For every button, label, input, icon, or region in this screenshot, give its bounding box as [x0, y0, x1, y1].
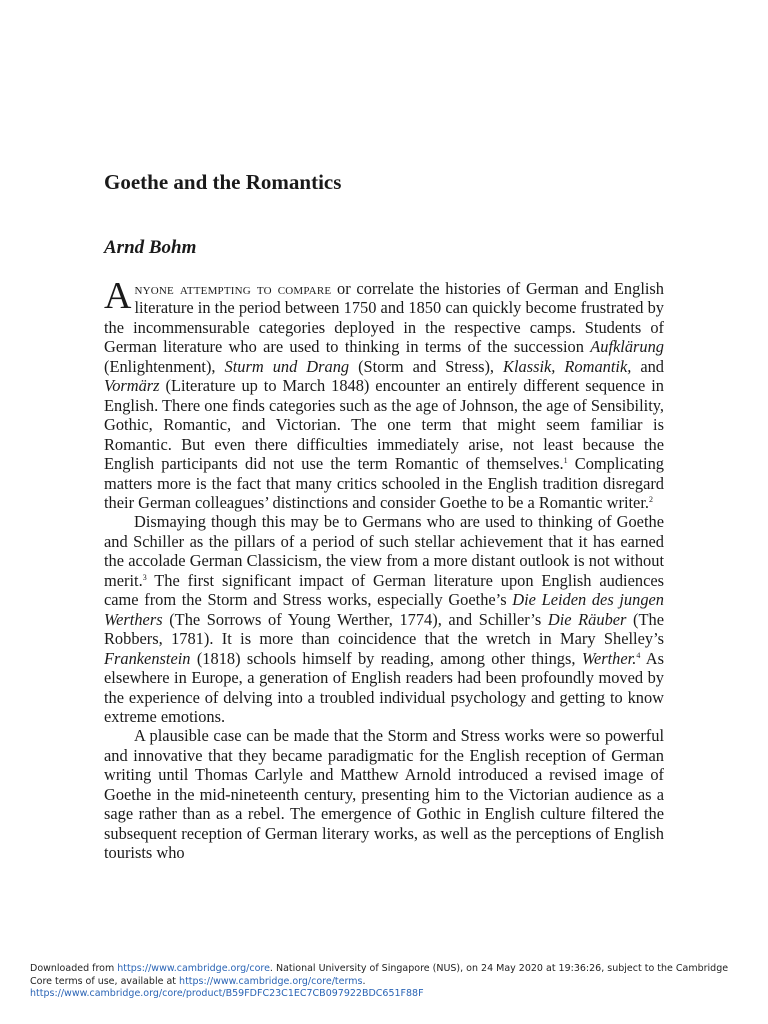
text-run: (The Robbers, 1781). It is more than coincidence that the wretch in Mary Shelley’s	[104, 609, 664, 649]
text-run: The first significant impact of German literature upon English audiences came from the Storm and Stress works, especially Goethe’s	[104, 570, 664, 610]
article-body	[104, 275, 665, 863]
footnote-ref-4[interactable]: 4	[636, 650, 641, 660]
footer-text: Downloaded from	[30, 963, 118, 974]
paragraph-2	[104, 512, 664, 726]
text-run: (The Sorrows of Young Werther, 1774), and Schiller’s	[162, 609, 548, 629]
text-run: (Literature up to March 1848) encounter an entirely different sequence in English. There one finds categories such as the age of Johnson, the age of Sensibility, Gothic, Romantic, and Victorian. The one term that might seem familiar is Romantic. But even there difficulties immediately arise, not least because the English participants did not use the term Romantic of themselves.	[104, 376, 664, 474]
text-run: and	[631, 356, 664, 376]
italic-term: Sturm und Drang	[224, 356, 350, 376]
italic-term: Vormärz	[104, 376, 160, 396]
footer-text: . National University of Singapore (NUS), on 24 May 2020 at 19:36:26, subject to the Cambridge Core terms of use, available at	[30, 963, 729, 987]
drop-cap: A	[104, 275, 132, 317]
product-link[interactable]: https://www.cambridge.org/core/product/B59FDFC23C1EC7CB097922BDC651F88F	[30, 988, 424, 999]
footnote-ref-1[interactable]: 1	[563, 456, 568, 466]
footnote-ref-2[interactable]: 2	[648, 494, 653, 504]
italic-title: Die Leiden des jungen Werthers	[104, 590, 664, 629]
author-name: Arnd Bohm	[104, 237, 197, 258]
text-run: (Storm and Stress),	[349, 356, 504, 376]
italic-title: Die Räuber	[547, 609, 627, 629]
paragraph-3	[104, 726, 664, 862]
paragraph-1	[104, 275, 665, 512]
text-run: Complicating matters more is the fact that many critics schooled in the English tradition disregard their German colleagues’ distinctions and consider Goethe to be a Romantic writer.	[104, 454, 665, 512]
lead-in: nyone attempting to compare	[134, 279, 332, 298]
cambridge-core-link[interactable]: https://www.cambridge.org/core	[117, 963, 270, 974]
italic-title: Frankenstein	[104, 648, 191, 668]
text-run: A plausible case can be made that the Storm and Stress works were so powerful and innovative that they became paradigmatic for the English reception of German writing until Thomas Carlyle and Matthew Arnold introduced a revised image of Goethe in the mid-nineteenth century, presenting him to the Victorian audience as a sage rather than as a rebel. The emergence of Gothic in English culture filtered the subsequent reception of German literary works, as well as the perceptions of English tourists who	[104, 726, 664, 863]
article-title: Goethe and the Romantics	[104, 170, 342, 194]
italic-title: Werther.	[581, 648, 637, 668]
italic-term: Aufklärung	[590, 337, 664, 357]
terms-link[interactable]: https://www.cambridge.org/core/terms	[179, 975, 363, 987]
text-run: Dismaying though this may be to Germans who are used to thinking of Goethe and Schiller as the pillars of a period of such stellar achievement that it has earned the accolade German Classicism, the view from a more distant outlook is not without merit.	[104, 512, 664, 590]
text-run: (1818) schools himself by reading, among other things,	[190, 648, 582, 668]
download-footer	[30, 963, 730, 1001]
text-run: As elsewhere in Europe, a generation of English readers had been profoundly moved by the experience of delving into a troubled individual psychology and getting to know extreme emotions.	[104, 648, 664, 726]
footnote-ref-3[interactable]: 3	[142, 572, 147, 582]
text-run: or correlate the histories of German and English literature in the period between 1750 and 1850 can quickly become frustrated by the incommensurable categories deployed in the respective camps. Students of German literature who are used to thinking in terms of the succession	[104, 279, 664, 357]
italic-term: Klassik, Romantik,	[503, 356, 632, 376]
text-run: (Enlightenment),	[104, 356, 225, 376]
footer-text: .	[362, 975, 366, 987]
